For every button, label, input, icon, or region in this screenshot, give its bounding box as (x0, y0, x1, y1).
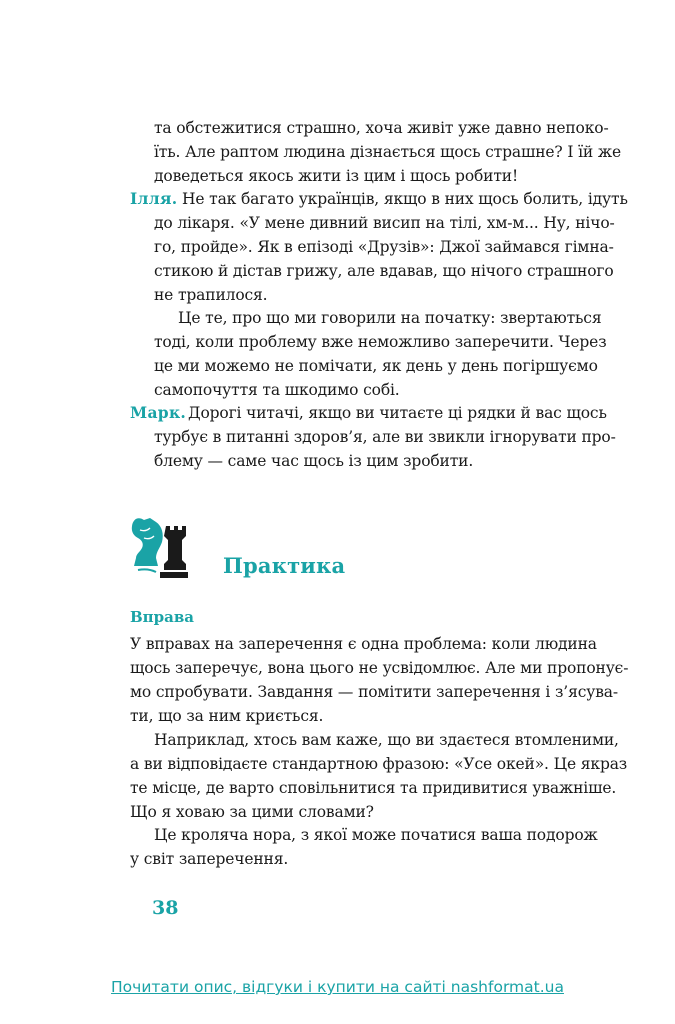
text-line: у світ заперечення. (130, 850, 289, 868)
text-line: щось заперечує, вона цього не усвідомлює. Але ми пропонує- (130, 659, 629, 677)
speaker-mark: Марк. (130, 403, 187, 422)
shadow-line (138, 569, 156, 572)
section-title: Практика (223, 553, 346, 578)
speaker-illia: Ілля. (130, 189, 178, 208)
text-line: їть. Але раптом людина дізнається щось страшне? І їй же (154, 143, 622, 161)
rook-shape (164, 526, 186, 570)
text-line: го, пройде». Як в епізоді «Друзів»: Джої займався гімна- (154, 238, 614, 256)
rook-base (160, 572, 188, 578)
text-line: тоді, коли проблему вже неможливо заперечити. Через (154, 333, 607, 351)
text-line: не трапилося. (154, 286, 268, 304)
text-line: блему — саме час щось із цим зробити. (154, 452, 474, 470)
text-line: доведеться якось жити із цим і щось робити! (154, 167, 519, 185)
text-line: ти, що за ним криється. (130, 707, 324, 725)
text-line: Що я ховаю за цими словами? (130, 803, 374, 821)
chess-knight-rook-icon (130, 514, 190, 580)
text-line: та обстежитися страшно, хоча живіт уже давно непоко- (154, 119, 609, 137)
page-number: 38 (152, 897, 179, 919)
text-line: Не так багато українців, якщо в них щось болить, ідуть (182, 190, 628, 208)
text-line: Це кроляча нора, з якої може початися ваша подорож (154, 826, 598, 844)
text-line: мо спробувати. Завдання — помітити заперечення і з’ясува- (130, 683, 618, 701)
knight-base (134, 558, 158, 566)
text-line: це ми можемо не помічати, як день у день погіршуємо (154, 357, 598, 375)
text-line: самопочуття та шкодимо собі. (154, 381, 400, 399)
text-line: до лікаря. «У мене дивний висип на тілі, хм-м... Ну, нічо- (154, 214, 615, 232)
text-line: а ви відповідаєте стандартною фразою: «Усе окей». Це якраз (130, 755, 628, 773)
text-line: те місце, де варто сповільнитися та придивитися уважніше. (130, 779, 617, 797)
footer-purchase-link[interactable]: Почитати опис, відгуки і купити на сайті nashformat.ua (111, 978, 564, 996)
text-line: У вправах на заперечення є одна проблема: коли людина (130, 635, 597, 653)
exercise-subheading: Вправа (130, 608, 195, 626)
text-line: турбує в питанні здоров’я, але ви звикли ігнорувати про- (154, 428, 616, 446)
text-line: стикою й дістав грижу, але вдавав, що нічого страшного (154, 262, 614, 280)
text-line: Дорогі читачі, якщо ви читаєте ці рядки й вас щось (188, 404, 607, 422)
text-line: Наприклад, хтось вам каже, що ви здаєтеся втомленими, (154, 731, 619, 749)
text-line: Це те, про що ми говорили на початку: звертаються (178, 309, 602, 327)
